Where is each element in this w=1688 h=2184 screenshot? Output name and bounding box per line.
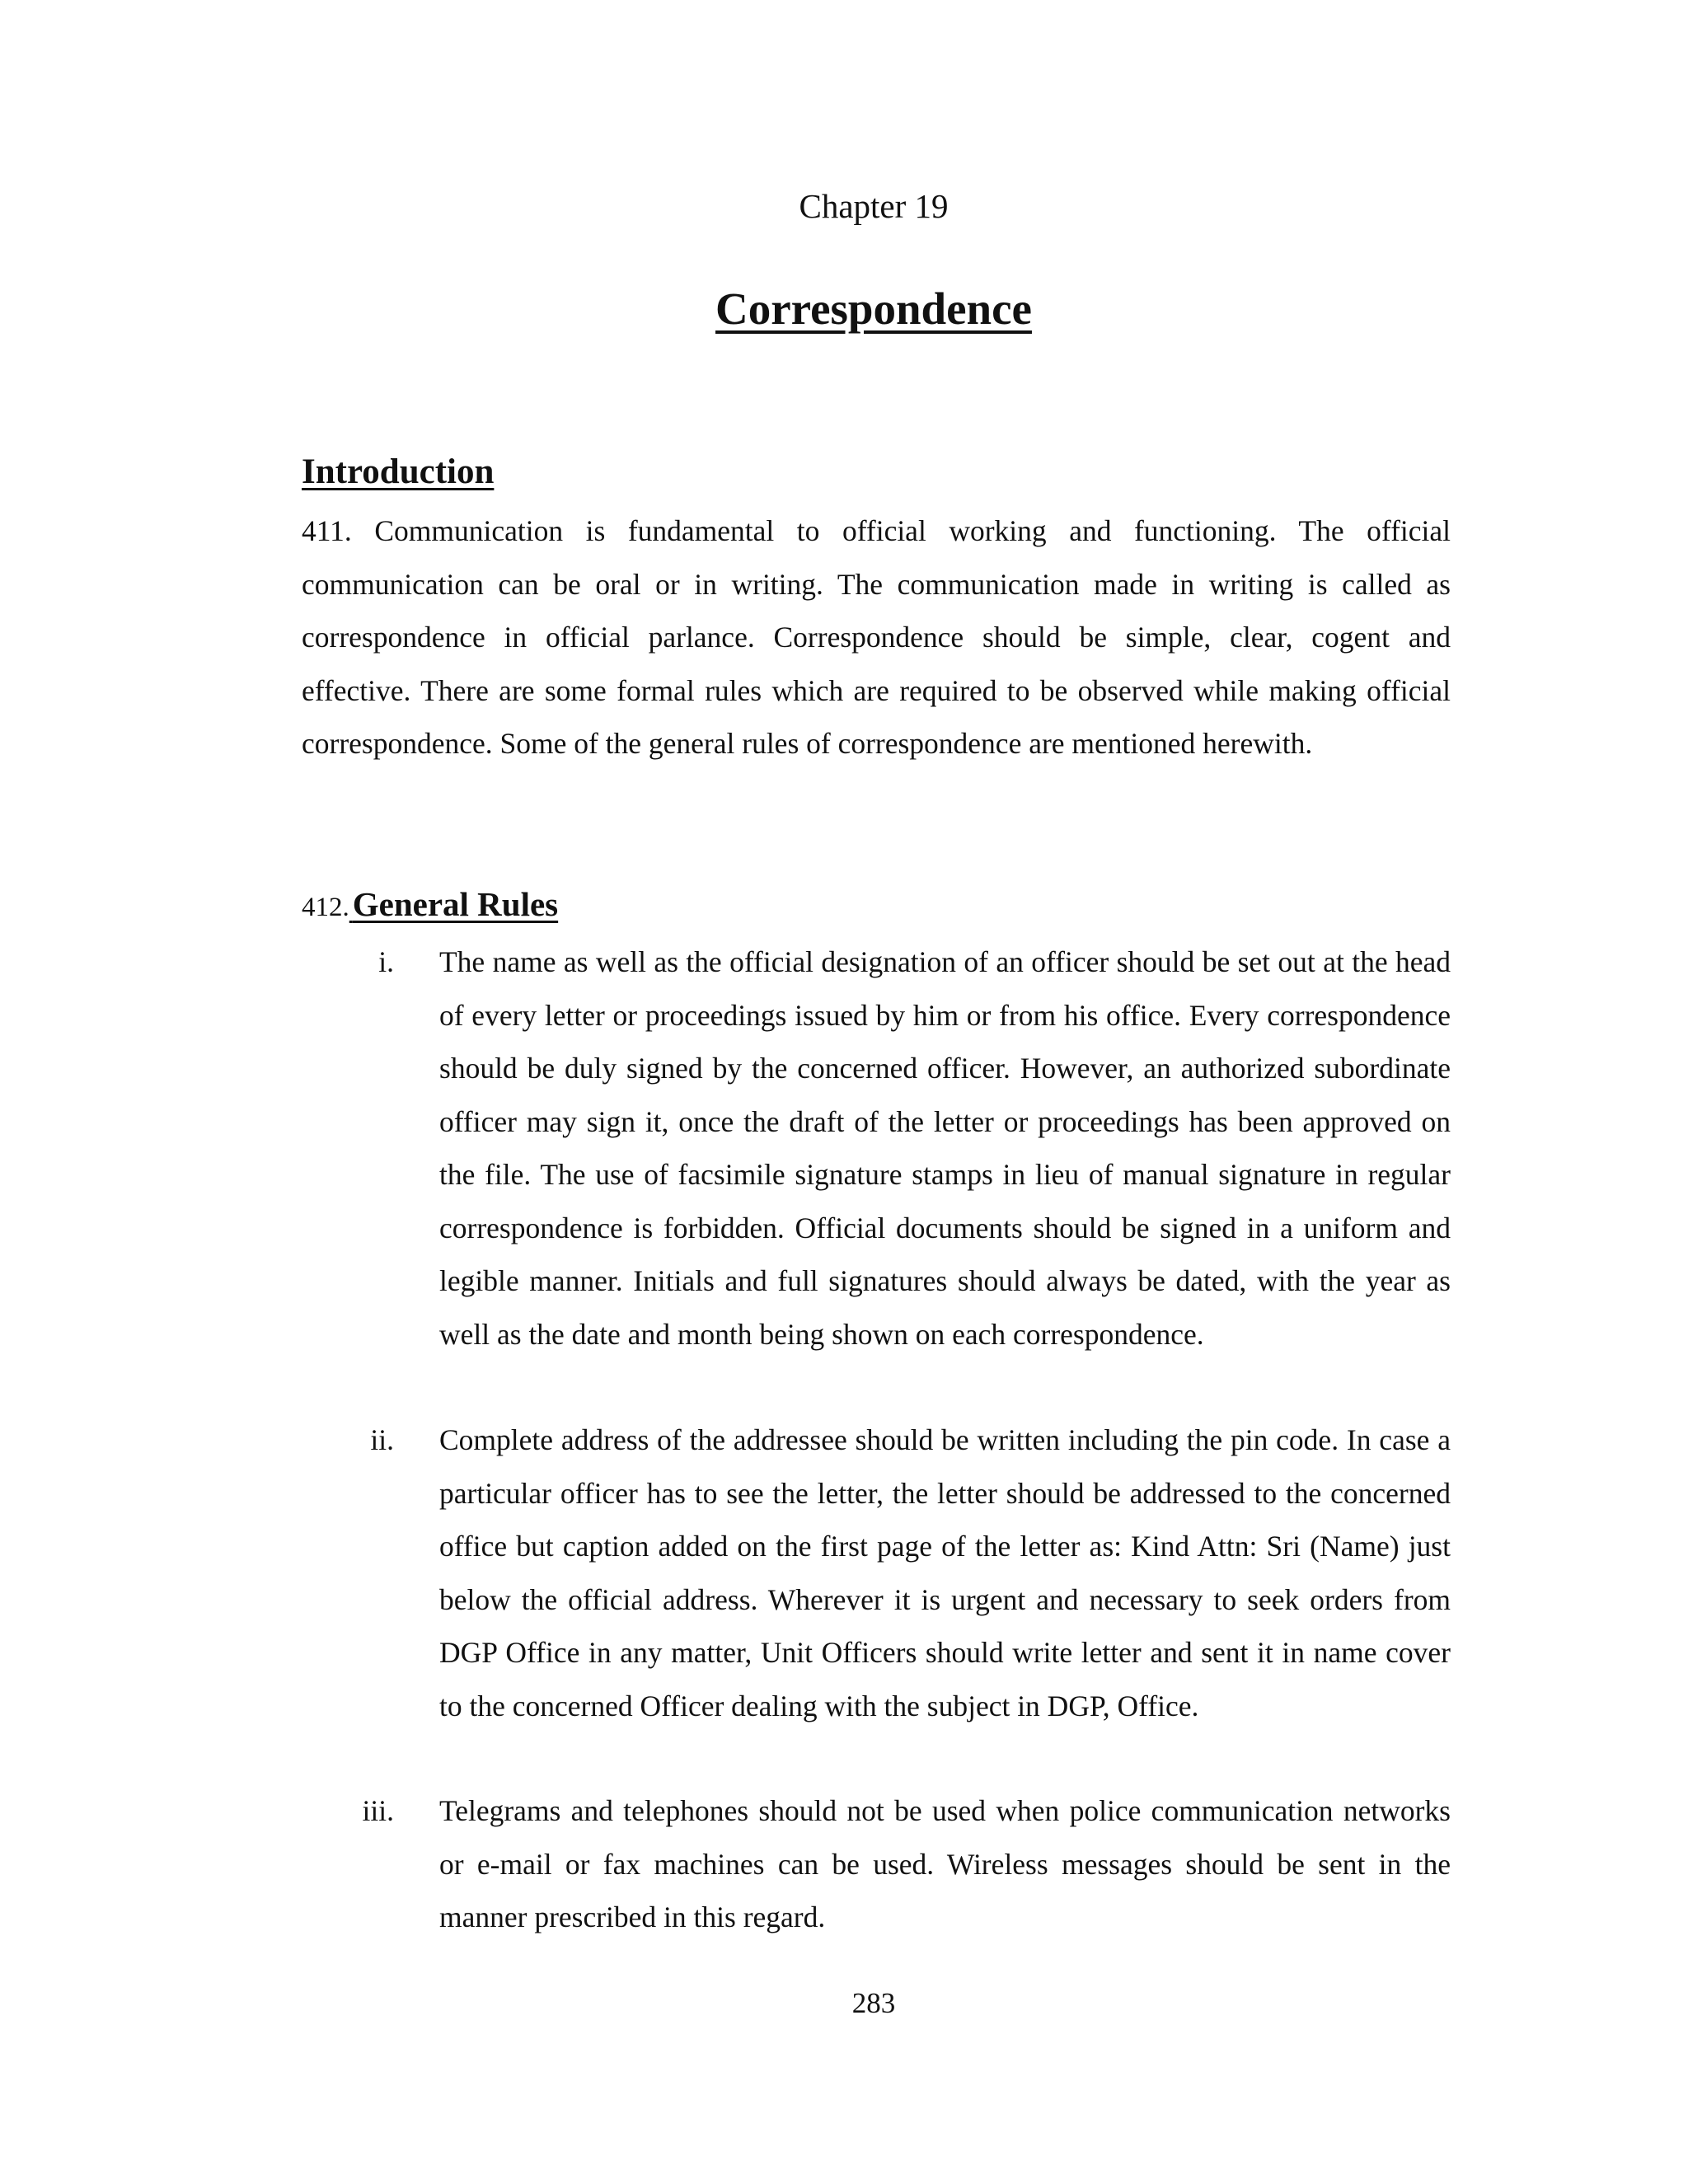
- general-rules-number: 412.: [302, 893, 349, 922]
- general-rules-heading: [302, 882, 644, 930]
- introduction-paragraph: 411. Communication is fundamental to official working and functioning. The official communication can be oral or in writing. The communication made in writing is called as correspondence in official parlance. Correspondence should be simple, clear, cogent and effective. There are some formal rules which are required to be observed while making official correspondence. Some of the general rules of correspondence are mentioned herewith.: [302, 514, 1451, 760]
- rule-numeral: i.: [378, 945, 394, 978]
- rule-text: Telegrams and telephones should not be used when police communication networks or e-mail or fax machines can be used. Wireless messages should be sent in the manner prescribed in this regard.: [439, 1794, 1451, 1933]
- introduction-heading: Introduction: [302, 452, 495, 491]
- rule-numeral: ii.: [370, 1423, 394, 1456]
- rule-numeral: iii.: [362, 1794, 394, 1827]
- page-number: 283: [851, 1987, 896, 2019]
- page-title: Correspondence: [715, 284, 1032, 334]
- rule-text: The name as well as the official designation of an officer should be set out at the head of every letter or proceedings issued by him or from his office. Every correspondence should be duly signed by the concerned officer. However, an authorized subordinate officer may sign it, once the draft of the letter or proceedings has been approved on the file. The use of facsimile signature stamps in lieu of manual signature in regular correspondence is forbidden. Official documents should be signed in a uniform and legible manner. Initials and full signatures should always be dated, with the year as well as the date and month being shown on each correspondence.: [439, 945, 1451, 1351]
- general-rules-title: General Rules: [352, 885, 559, 923]
- rule-text: Complete address of the addressee should be written including the pin code. In case a particular officer has to see the letter, the letter should be addressed to the concerned office but caption added on the first page of the letter as: Kind Attn: Sri (Name) just below the official address. Wherever it is urgent and necessary to seek orders from DGP Office in any matter, Unit Officers should write letter and sent it in name cover to the concerned Officer dealing with the subject in DGP, Office.: [439, 1423, 1451, 1722]
- general-rules-title-underline: [349, 885, 644, 923]
- chapter-label: Chapter 19: [799, 187, 949, 225]
